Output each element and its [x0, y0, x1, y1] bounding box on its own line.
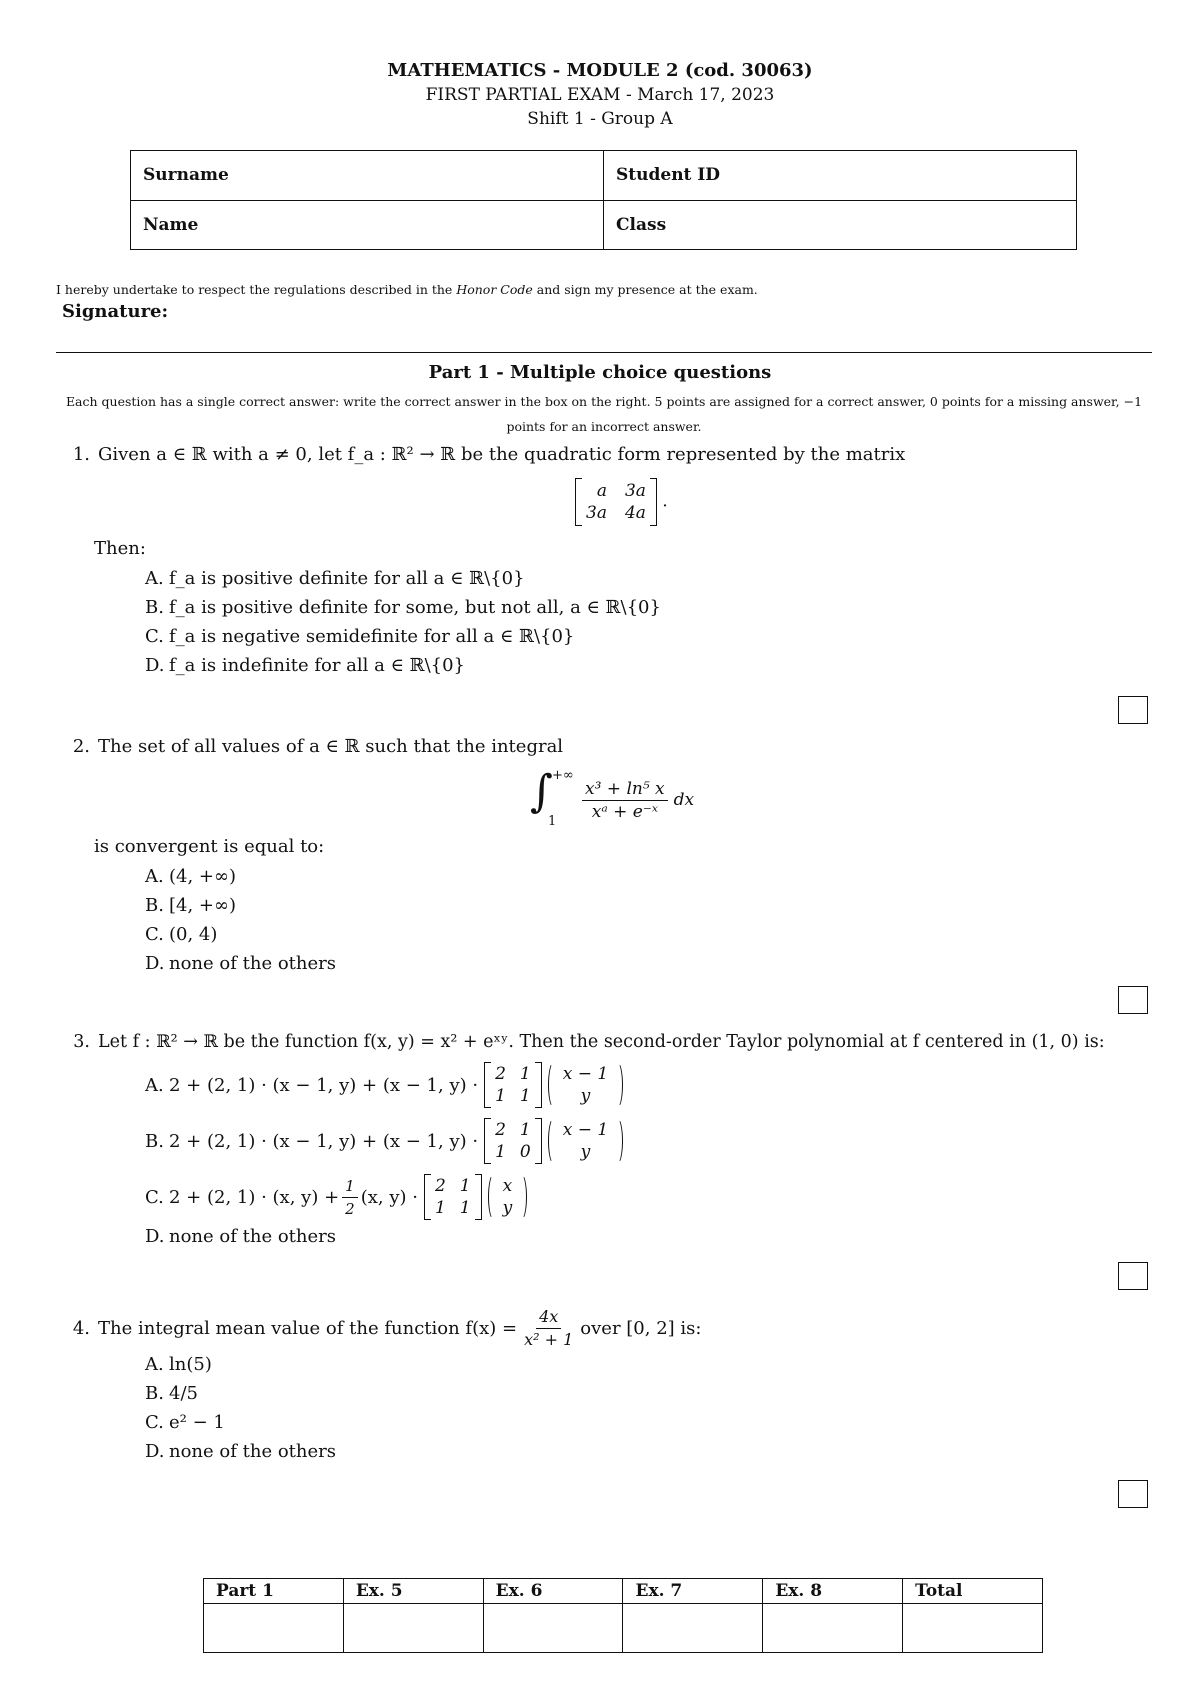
option-text: f_a is indefinite for all a ∈ ℝ\{0} — [169, 655, 465, 676]
option-text: none of the others — [169, 1441, 336, 1462]
question-text: The set of all values of a ∈ ℝ such that the integral — [98, 736, 564, 757]
option-text: (4, +∞) — [169, 866, 237, 887]
question-2-after: is convergent is equal to: — [94, 836, 325, 857]
matrix-entry: 3a — [586, 503, 607, 523]
question-1-option-d: D. f_a is indefinite for all a ∈ ℝ\{0} — [145, 655, 465, 676]
matrix-entry: 4a — [624, 503, 646, 523]
score-cell-part1[interactable] — [204, 1604, 344, 1653]
matrix-entry: a — [596, 481, 607, 501]
question-4-option-a: A. ln(5) — [145, 1354, 212, 1375]
question-text: Let f : ℝ² → ℝ be the function f(x, y) = x² + eˣʸ. Then the second-order Taylor polynomial at f centered in (1, 0) is: — [98, 1032, 1105, 1052]
part1-title: Part 1 - Multiple choice questions — [428, 362, 772, 383]
function-denominator: x² + 1 — [524, 1330, 574, 1349]
option-text: 2 + (2, 1) · (x − 1, y) + (x − 1, y) · — [169, 1130, 479, 1152]
option-text: (0, 4) — [169, 924, 218, 945]
question-2-option-a: A. (4, +∞) — [145, 866, 237, 887]
option-text: 2 + (2, 1) · (x − 1, y) + (x − 1, y) · — [169, 1074, 479, 1096]
question-2-option-b: B. [4, +∞) — [145, 895, 237, 916]
question-1-answer-box[interactable] — [1118, 696, 1148, 724]
part1-instructions: Each question has a single correct answer: write the correct answer in the box on the right. 5 points are assigned for a correct answer, 0 points for a missing answer, −1 points for an incorrect answer. — [65, 394, 1143, 434]
question-2-answer-box[interactable] — [1118, 986, 1148, 1014]
question-number: 2. — [72, 736, 90, 757]
question-number: 4. — [72, 1318, 90, 1339]
exam-subtitle: FIRST PARTIAL EXAM - March 17, 2023 — [425, 85, 775, 105]
question-3-answer-box[interactable] — [1118, 1262, 1148, 1290]
question-1-option-c: C. f_a is negative semidefinite for all a ∈ ℝ\{0} — [145, 626, 575, 647]
integral-dx: dx — [673, 790, 695, 810]
name-field[interactable]: Name — [131, 200, 604, 250]
honor-text-after: and sign my presence at the exam. — [532, 282, 758, 297]
question-4-option-b: B. 4/5 — [145, 1383, 198, 1404]
class-field[interactable]: Class — [604, 200, 1077, 250]
option-text: none of the others — [169, 1226, 336, 1247]
question-4-answer-box[interactable] — [1118, 1480, 1148, 1508]
score-header-ex5: Ex. 5 — [343, 1579, 483, 1604]
integral-sign: ∫ — [530, 766, 553, 817]
question-text: over [0, 2] is: — [580, 1318, 702, 1339]
question-2-stem — [62, 736, 563, 757]
question-1-option-b: B. f_a is positive definite for some, but not all, a ∈ ℝ\{0} — [145, 597, 661, 618]
signature-label: Signature: — [62, 301, 169, 322]
question-3-option-a: A. 2 + (2, 1) · (x − 1, y) + (x − 1, y) · 2 1 1 1 x − 1 y — [145, 1062, 623, 1108]
honor-text-before: I hereby undertake to respect the regulations described in the — [56, 282, 457, 297]
option-text: none of the others — [169, 953, 336, 974]
score-cell-ex8[interactable] — [763, 1604, 903, 1653]
integrand-numerator: x³ + ln⁵ x — [582, 778, 668, 801]
option-text: f_a is positive definite for some, but not all, a ∈ ℝ\{0} — [169, 597, 661, 618]
question-3-option-c: C. 2 + (2, 1) · (x, y) + $\frac{1}{2}$ (x, y) · 2 1 1 1 x y — [145, 1174, 527, 1220]
question-number: 1. — [72, 444, 90, 465]
question-text: Given a ∈ ℝ with a ≠ 0, let f_a : ℝ² → ℝ be the quadratic form represented by the matrix — [98, 444, 906, 465]
question-3-option-d: D. none of the others — [145, 1226, 336, 1247]
option-text: 4/5 — [169, 1383, 198, 1404]
question-text: The integral mean value of the function f(x) = — [98, 1318, 518, 1339]
score-header-part1: Part 1 — [204, 1579, 344, 1604]
integral-lower: 1 — [548, 814, 557, 829]
question-4-option-d: D. none of the others — [145, 1441, 336, 1462]
question-3-option-b: B. 2 + (2, 1) · (x − 1, y) + (x − 1, y) · 2 1 1 0 x − 1 y — [145, 1118, 623, 1164]
question-4-stem — [62, 1306, 701, 1351]
score-header-ex8: Ex. 8 — [763, 1579, 903, 1604]
honor-code: Honor Code — [456, 282, 533, 297]
option-text: f_a is positive definite for all a ∈ ℝ\{0} — [169, 568, 525, 589]
score-header-ex7: Ex. 7 — [623, 1579, 763, 1604]
question-2-option-d: D. none of the others — [145, 953, 336, 974]
score-cell-ex5[interactable] — [343, 1604, 483, 1653]
question-1-option-a: A. f_a is positive definite for all a ∈ ℝ\{0} — [145, 568, 525, 589]
question-2-integral — [530, 766, 695, 830]
option-text: f_a is negative semidefinite for all a ∈ ℝ\{0} — [169, 626, 575, 647]
exam-shift: Shift 1 - Group A — [527, 109, 673, 129]
question-1-matrix: a 3a 3a 4a . — [575, 478, 668, 526]
question-2-option-c: C. (0, 4) — [145, 924, 218, 945]
honor-statement — [56, 282, 758, 297]
function-numerator: 4x — [536, 1306, 561, 1329]
score-cell-ex6[interactable] — [483, 1604, 623, 1653]
score-table — [203, 1578, 1043, 1653]
option-text: [4, +∞) — [169, 895, 237, 916]
question-1-then: Then: — [94, 538, 146, 559]
question-4-option-c: C. e² − 1 — [145, 1412, 225, 1433]
matrix-entry: 3a — [624, 481, 646, 501]
option-text: e² − 1 — [169, 1412, 225, 1433]
divider — [56, 352, 1152, 353]
integrand-denominator: xᵃ + e⁻ˣ — [591, 801, 658, 822]
surname-field[interactable]: Surname — [131, 151, 604, 201]
student-id-field[interactable]: Student ID — [604, 151, 1077, 201]
student-info-table — [130, 150, 1077, 250]
option-text: (x, y) · — [360, 1186, 418, 1208]
integral-upper: +∞ — [552, 768, 574, 783]
question-1-stem — [62, 444, 905, 465]
exam-title: MATHEMATICS - MODULE 2 (cod. 30063) — [387, 60, 813, 81]
score-cell-ex7[interactable] — [623, 1604, 763, 1653]
question-number: 3. — [73, 1032, 90, 1052]
score-header-ex6: Ex. 6 — [483, 1579, 623, 1604]
option-text: 2 + (2, 1) · (x, y) + — [169, 1186, 340, 1208]
score-cell-total[interactable] — [903, 1604, 1043, 1653]
score-header-total: Total — [903, 1579, 1043, 1604]
question-3-stem — [62, 1032, 1105, 1052]
option-text: ln(5) — [169, 1354, 212, 1375]
